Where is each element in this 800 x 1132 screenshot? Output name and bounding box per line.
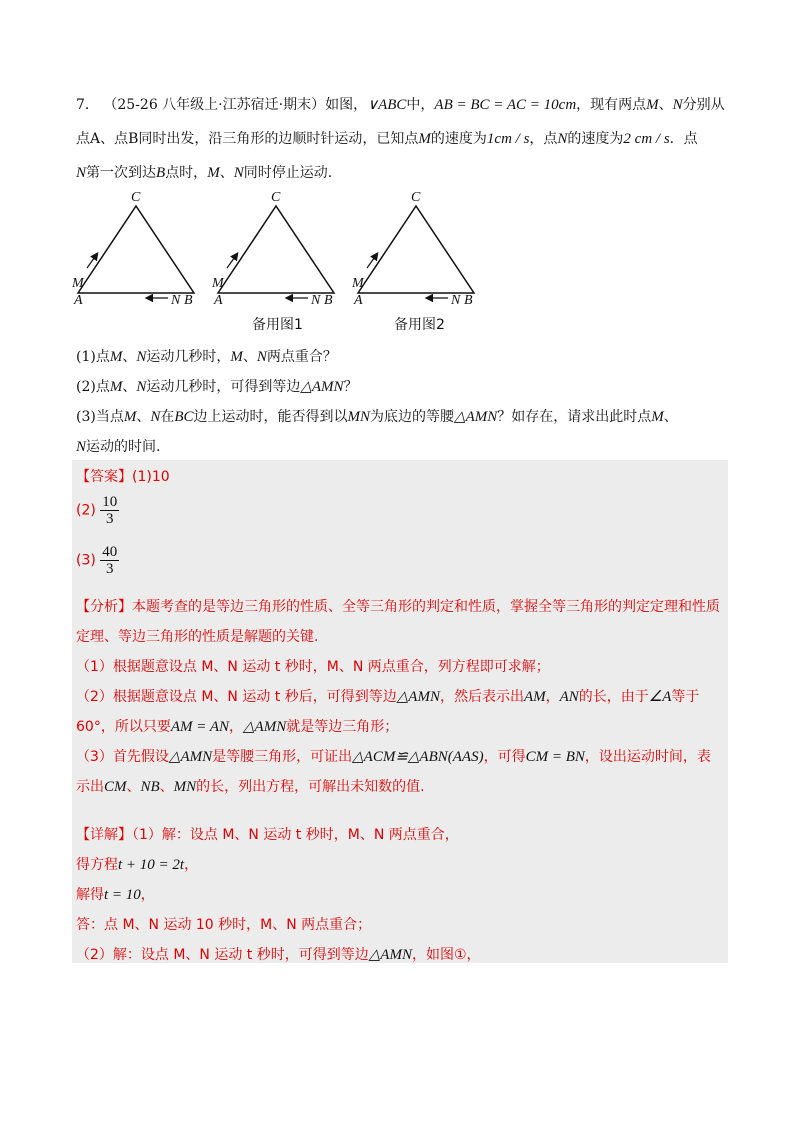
- svg-text:M: M: [352, 276, 364, 291]
- fraction-40-3: $\frac{40}{3}$: [102, 544, 118, 577]
- detail-tag: 【详解】: [76, 827, 132, 843]
- svg-text:M: M: [212, 276, 224, 291]
- problem-source: （25-26 八年级上·江苏宿迁·期末）: [103, 97, 326, 113]
- figure-caption-1: 备用图1: [252, 317, 303, 333]
- triangle-figure-alt-2: [351, 190, 474, 308]
- problem-line-1: 7． （25-26 八年级上·江苏宿迁·期末）如图，∨ABC中，AB = BC = AC = 10cm，现有两点M、N分别从: [76, 97, 725, 113]
- triangle-figure-alt-1: [211, 190, 334, 308]
- svg-text:N: N: [171, 293, 181, 308]
- question-1: (1)点M、N运动几秒时，M、N两点重合？: [76, 349, 337, 365]
- triangle-figures: [60, 186, 500, 346]
- answer-line-2: (2) $\frac{10}{3}$: [76, 494, 118, 527]
- problem-line-2: 点A、点B同时出发，沿三角形的边顺时针运动，已知点M的速度为1cm / s，点N的速度为2 cm / s．点: [76, 131, 698, 147]
- analysis-tag: 【分析】: [76, 599, 132, 615]
- svg-text:B: B: [324, 293, 333, 308]
- triangle-figure-main: [71, 190, 194, 308]
- question-3: (3)当点M、N在BC边上运动时，能否得到以MN为底边的等腰△AMN？如存在，请求出此时点M、: [76, 409, 678, 425]
- svg-text:C: C: [131, 190, 141, 205]
- svg-text:N: N: [451, 293, 461, 308]
- questions: [76, 342, 726, 462]
- svg-text:C: C: [271, 190, 281, 205]
- svg-text:A: A: [214, 293, 223, 308]
- svg-text:M: M: [72, 276, 84, 291]
- svg-text:C: C: [411, 190, 421, 205]
- svg-text:A: A: [74, 293, 83, 308]
- detail-block: 【详解】（1）解：设点 M、N 运动 t 秒时，M、N 两点重合， 得方程t + 10 = 2t， 解得t = 10， 答：点 M、N 运动 10 秒时，M、N 两点重合； （2）解：设点 M、N 运动 t 秒时，可得到等边△AMN，如图①，: [76, 827, 481, 963]
- question-2: (2)点M、N运动几秒时，可得到等边△AMN？: [76, 379, 358, 395]
- figure-caption-2: 备用图2: [394, 317, 445, 333]
- fraction-10-3: $\frac{10}{3}$: [102, 494, 118, 527]
- svg-text:N: N: [311, 293, 321, 308]
- problem-number: 7．: [76, 97, 99, 113]
- answer-line-3: (3) $\frac{40}{3}$: [76, 544, 118, 577]
- answer-section: [72, 460, 728, 963]
- question-3-cont: N运动的时间.: [76, 439, 161, 455]
- answer-line-1: 【答案】(1)10: [76, 469, 170, 485]
- problem-line-3: N第一次到达B点时，M、N同时停止运动.: [76, 165, 333, 181]
- answer-tag: 【答案】: [76, 469, 132, 485]
- svg-text:B: B: [184, 293, 193, 308]
- svg-text:A: A: [354, 293, 363, 308]
- problem-statement: [76, 88, 726, 190]
- svg-text:B: B: [464, 293, 473, 308]
- analysis-block: 【分析】本题考查的是等边三角形的性质、全等三角形的判定和性质，掌握全等三角形的判定定理和性质 定理、等边三角形的性质是解题的关键. （1）根据题意设点 M、N 运动 t 秒时，M、N 两点重合，列方程即可求解； （2）根据题意设点 M、N 运动 t 秒后，可得到等边△AMN，然后表示出AM，AN的长，由于∠A等于 60°，所以只要AM = AN，△AMN就是等边三角形； （3）首先假设△AMN是等腰三角形，可证出△ACM≌△ABN(AAS)，可得CM = BN，设出运动时间，表 示出CM、NB、MN的长，列出方程，可解出未知数的值.: [76, 599, 720, 795]
